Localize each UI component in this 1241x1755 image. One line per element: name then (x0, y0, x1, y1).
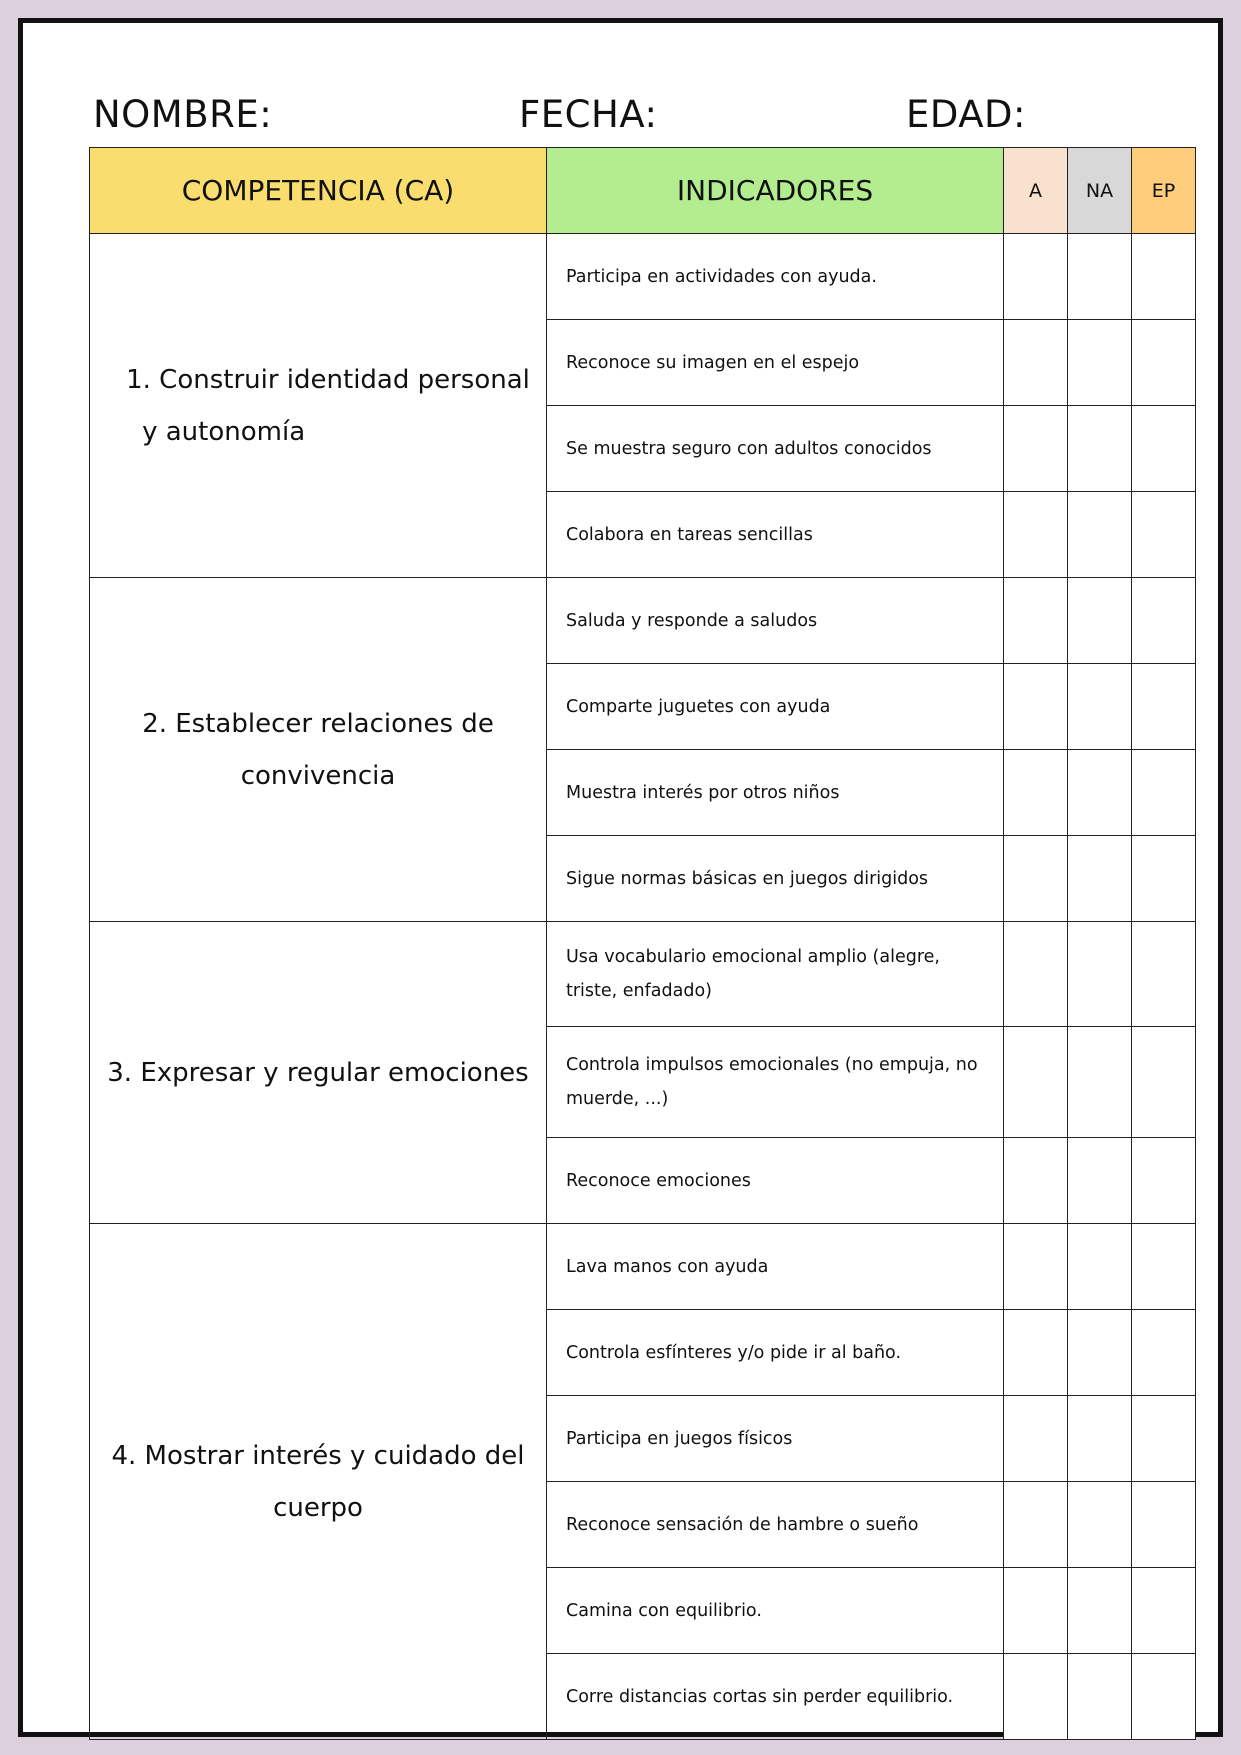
ep-checkbox-cell[interactable] (1132, 922, 1196, 1027)
indicador-cell: Usa vocabulario emocional amplio (alegre, triste, enfadado) (547, 922, 1004, 1027)
competencia-title-continued: convivencia (240, 760, 396, 791)
na-checkbox-cell[interactable] (1068, 1482, 1132, 1568)
a-checkbox-cell[interactable] (1004, 1138, 1068, 1224)
nombre-label: NOMBRE: (93, 93, 273, 136)
competencia-title: 4. Mostrar interés y cuidado del (111, 1440, 525, 1471)
indicador-cell: Se muestra seguro con adultos conocidos (547, 406, 1004, 492)
na-checkbox-cell[interactable] (1068, 234, 1132, 320)
a-checkbox-cell[interactable] (1004, 1482, 1068, 1568)
table-row (90, 578, 1196, 664)
na-column-header: NA (1068, 148, 1132, 234)
ep-checkbox-cell[interactable] (1132, 492, 1196, 578)
a-checkbox-cell[interactable] (1004, 1027, 1068, 1138)
na-checkbox-cell[interactable] (1068, 578, 1132, 664)
indicador-cell: Participa en actividades con ayuda. (547, 234, 1004, 320)
a-column-header: A (1004, 148, 1068, 234)
ep-checkbox-cell[interactable] (1132, 1482, 1196, 1568)
a-checkbox-cell[interactable] (1004, 1310, 1068, 1396)
table-row (90, 922, 1196, 1027)
table-row (90, 1224, 1196, 1310)
na-checkbox-cell[interactable] (1068, 406, 1132, 492)
indicador-cell: Muestra interés por otros niños (547, 750, 1004, 836)
a-checkbox-cell[interactable] (1004, 1654, 1068, 1740)
competencia-cell (90, 1224, 547, 1740)
na-checkbox-cell[interactable] (1068, 320, 1132, 406)
a-checkbox-cell[interactable] (1004, 1224, 1068, 1310)
ep-checkbox-cell[interactable] (1132, 234, 1196, 320)
na-checkbox-cell[interactable] (1068, 836, 1132, 922)
table-row (90, 234, 1196, 320)
competencia-cell (90, 922, 547, 1224)
na-checkbox-cell[interactable] (1068, 1310, 1132, 1396)
competencia-title-continued: cuerpo (273, 1492, 363, 1523)
a-checkbox-cell[interactable] (1004, 578, 1068, 664)
a-checkbox-cell[interactable] (1004, 406, 1068, 492)
indicador-cell: Colabora en tareas sencillas (547, 492, 1004, 578)
competencia-title: 2. Establecer relaciones de (142, 708, 494, 739)
indicador-cell: Comparte juguetes con ayuda (547, 664, 1004, 750)
na-checkbox-cell[interactable] (1068, 1654, 1132, 1740)
ep-checkbox-cell[interactable] (1132, 836, 1196, 922)
indicador-cell: Reconoce sensación de hambre o sueño (547, 1482, 1004, 1568)
a-checkbox-cell[interactable] (1004, 1568, 1068, 1654)
a-checkbox-cell[interactable] (1004, 234, 1068, 320)
a-checkbox-cell[interactable] (1004, 836, 1068, 922)
ep-checkbox-cell[interactable] (1132, 1396, 1196, 1482)
competencia-column-header: COMPETENCIA (CA) (90, 148, 547, 234)
a-checkbox-cell[interactable] (1004, 750, 1068, 836)
ep-checkbox-cell[interactable] (1132, 664, 1196, 750)
na-checkbox-cell[interactable] (1068, 1224, 1132, 1310)
competencia-title-continued: y autonomía (142, 416, 306, 447)
competencia-title: 3. Expresar y regular emociones (107, 1057, 529, 1088)
na-checkbox-cell[interactable] (1068, 664, 1132, 750)
competencia-cell (90, 578, 547, 922)
fecha-label: FECHA: (519, 93, 658, 136)
na-checkbox-cell[interactable] (1068, 750, 1132, 836)
a-checkbox-cell[interactable] (1004, 320, 1068, 406)
indicador-cell: Lava manos con ayuda (547, 1224, 1004, 1310)
ep-column-header: EP (1132, 148, 1196, 234)
a-checkbox-cell[interactable] (1004, 664, 1068, 750)
ep-checkbox-cell[interactable] (1132, 1138, 1196, 1224)
ep-checkbox-cell[interactable] (1132, 1224, 1196, 1310)
na-checkbox-cell[interactable] (1068, 1568, 1132, 1654)
na-checkbox-cell[interactable] (1068, 1396, 1132, 1482)
competencia-cell (90, 234, 547, 578)
evaluation-sheet (18, 18, 1223, 1737)
indicador-cell: Corre distancias cortas sin perder equilibrio. (547, 1654, 1004, 1740)
a-checkbox-cell[interactable] (1004, 922, 1068, 1027)
ep-checkbox-cell[interactable] (1132, 578, 1196, 664)
na-checkbox-cell[interactable] (1068, 492, 1132, 578)
ep-checkbox-cell[interactable] (1132, 320, 1196, 406)
indicador-cell: Reconoce su imagen en el espejo (547, 320, 1004, 406)
ep-checkbox-cell[interactable] (1132, 1310, 1196, 1396)
indicador-cell: Sigue normas básicas en juegos dirigidos (547, 836, 1004, 922)
ep-checkbox-cell[interactable] (1132, 750, 1196, 836)
table-header-row (90, 148, 1196, 234)
edad-label: EDAD: (906, 93, 1026, 136)
indicador-cell: Camina con equilibrio. (547, 1568, 1004, 1654)
indicador-cell: Controla esfínteres y/o pide ir al baño. (547, 1310, 1004, 1396)
ep-checkbox-cell[interactable] (1132, 1027, 1196, 1138)
na-checkbox-cell[interactable] (1068, 922, 1132, 1027)
na-checkbox-cell[interactable] (1068, 1138, 1132, 1224)
indicador-cell: Saluda y responde a saludos (547, 578, 1004, 664)
indicadores-column-header: INDICADORES (547, 148, 1004, 234)
ep-checkbox-cell[interactable] (1132, 1654, 1196, 1740)
indicador-cell: Reconoce emociones (547, 1138, 1004, 1224)
ep-checkbox-cell[interactable] (1132, 406, 1196, 492)
indicador-cell: Controla impulsos emocionales (no empuja, no muerde, ...) (547, 1027, 1004, 1138)
competencia-title: 1. Construir identidad personal (126, 364, 530, 395)
a-checkbox-cell[interactable] (1004, 1396, 1068, 1482)
na-checkbox-cell[interactable] (1068, 1027, 1132, 1138)
evaluation-table (89, 147, 1196, 1740)
a-checkbox-cell[interactable] (1004, 492, 1068, 578)
indicador-cell: Participa en juegos físicos (547, 1396, 1004, 1482)
ep-checkbox-cell[interactable] (1132, 1568, 1196, 1654)
